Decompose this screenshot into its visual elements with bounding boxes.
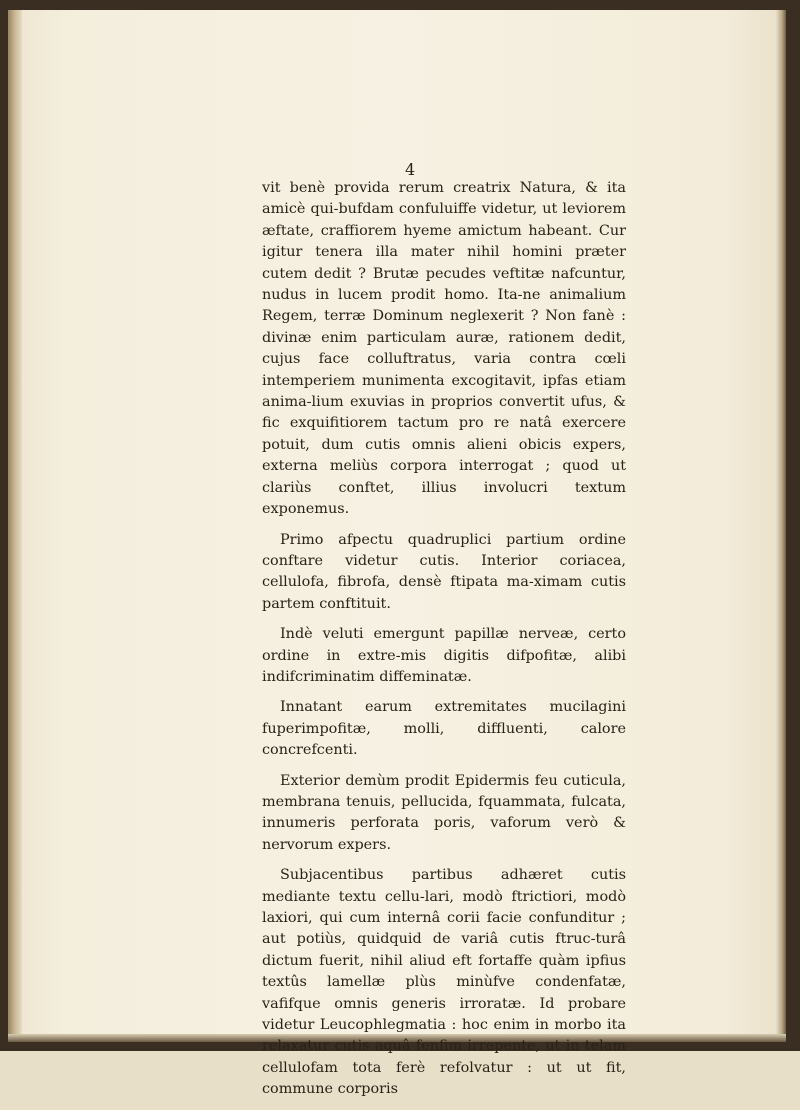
page-right-edge (776, 10, 786, 1042)
paragraph: Primo afpectu quadruplici partium ordine conftare videtur cutis. Interior coriacea, cellulofa, fibrofa, densè ftipata ma-ximam cutis partem conftituit. (262, 531, 626, 612)
paragraph: Exterior demùm prodit Epidermis feu cuticula, membrana tenuis, pellucida, fquammata, fulcata, innumeris perforata poris, vaforum verò & nervorum expers. (262, 772, 626, 853)
paragraph: Innatant earum extremitates mucilagini fuperimpofitæ, molli, diffluenti, calore concrefcenti. (262, 699, 626, 759)
body-text (262, 178, 626, 1110)
paragraph: vit benè provida rerum creatrix Natura, & ita amicè qui-bufdam confuluiffe videtur, ut leviorem æftate, craffiorem hyeme amictum habeant. Cur igitur tenera illa mater nihil homini præter cutem dedit ? Brutæ pecudes veftitæ nafcuntur, nudus in lucem prodit homo. Ita-ne animalium Regem, terræ Dominum neglexerit ? Non fanè : divinæ enim particulam auræ, rationem dedit, cujus face colluftratus, varia contra cœli intemperiem munimenta excogitavit, ipfas etiam anima-lium exuvias in proprios convertit ufus, & fic exquifitiorem tactum pro re natâ exercere potuit, dum cutis omnis alieni obicis expers, externa meliùs corpora interrogat ; quod ut clariùs conftet, illius involucri textum exponemus. (262, 180, 626, 518)
paragraph: Subjacentibus partibus adhæret cutis mediante textu cellu-lari, modò ftrictiori, modò laxiori, qui cum internâ corii facie confunditur ; aut potiùs, quidquid de variâ cutis ftruc-turâ dictum fuerit, nihil aliud eft fortaffe quàm ipfius textûs lamellæ plùs minùfve condenfatæ, vafifque omnis generis irroratæ. Id probare videtur Leucophlegmatia : hoc enim in morbo ita relaxatur cutis aquâ fenfim irrepente, ut in telam cellulofam tota ferè refolvatur : ut ut fit, commune corporis (262, 867, 626, 1098)
paragraph: Indè veluti emergunt papillæ nerveæ, certo ordine in extre-mis digitis difpofitæ, alibi indifcriminatim diffeminatæ. (262, 626, 626, 685)
page-gutter (8, 10, 22, 1042)
page-number: 4 (405, 160, 416, 179)
